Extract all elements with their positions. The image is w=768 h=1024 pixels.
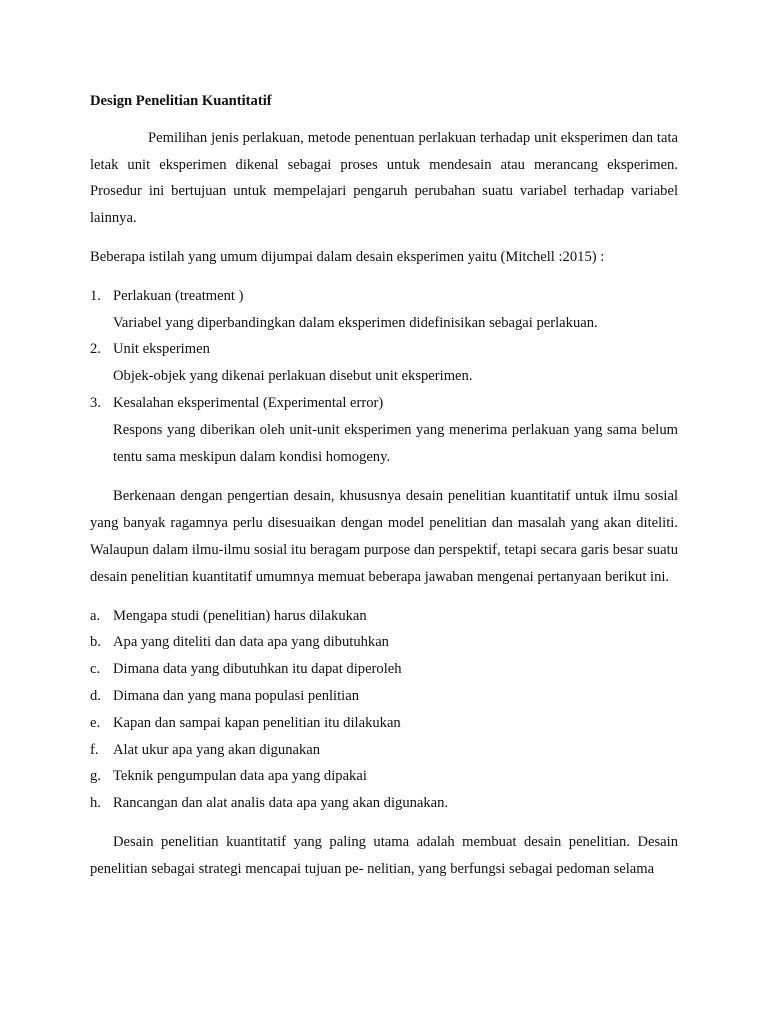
list-marker: c.	[90, 661, 101, 678]
list-text: Teknik pengumpulan data apa yang dipakai	[113, 768, 367, 785]
list-text: Dimana data yang dibutuhkan itu dapat diperoleh	[113, 661, 402, 678]
list-marker: g.	[90, 768, 101, 785]
list-text: Kapan dan sampai kapan penelitian itu dilakukan	[113, 714, 401, 731]
list-number: 3.	[90, 394, 101, 411]
paragraph-design: Berkenaan dengan pengertian desain, khususnya desain penelitian kuantitatif untuk ilmu sosial yang banyak ragamnya perlu disesuaikan dengan model penelitian dan masalah yang akan diteliti. Walaupun dalam ilmu-ilmu sosial itu beragam purpose dan perspektif, tetapi secara garis besar suatu desain penelitian kuantitatif umumnya memuat beberapa jawaban mengenai pertanyaan berikut ini.	[90, 488, 678, 585]
term-heading: Kesalahan eksperimental (Experimental error)	[113, 394, 384, 411]
list-item	[90, 656, 678, 683]
list-item	[90, 683, 678, 710]
list-marker: f.	[90, 741, 99, 758]
list-item	[90, 336, 678, 390]
list-item	[90, 283, 678, 337]
list-item	[90, 603, 678, 630]
term-heading: Perlakuan (treatment )	[113, 287, 244, 304]
term-description: Respons yang diberikan oleh unit-unit eksperimen yang menerima perlakuan yang sama belum tentu sama meskipun dalam kondisi homogeny.	[113, 421, 678, 465]
document-page	[90, 88, 678, 895]
term-heading: Unit eksperimen	[113, 341, 210, 358]
paragraph-intro: Pemilihan jenis perlakuan, metode penentuan perlakuan terhadap unit eksperimen dan tata letak unit eksperimen dikenal sebagai proses untuk mendesain atau merancang eksperimen. Prosedur ini bertujuan untuk mempelajari pengaruh perubahan suatu variabel terhadap variabel lainnya.	[90, 129, 678, 227]
list-marker: a.	[90, 607, 101, 624]
terms-list	[90, 283, 678, 471]
list-text: Alat ukur apa yang akan digunakan	[113, 741, 321, 758]
list-number: 1.	[90, 287, 101, 304]
list-text: Mengapa studi (penelitian) harus dilakukan	[113, 607, 367, 624]
list-marker: b.	[90, 634, 101, 651]
list-item	[90, 629, 678, 656]
list-item	[90, 763, 678, 790]
list-marker: h.	[90, 795, 101, 812]
term-description: Variabel yang diperbandingkan dalam eksperimen didefinisikan sebagai perlakuan.	[113, 314, 598, 331]
list-item	[90, 737, 678, 764]
list-text: Rancangan dan alat analis data apa yang akan digunakan.	[113, 795, 449, 812]
list-text: Dimana dan yang mana populasi penlitian	[113, 687, 359, 704]
paragraph-closing: Desain penelitian kuantitatif yang paling utama adalah membuat desain penelitian. Desain penelitian sebagai strategi mencapai tujuan pe- nelitian, yang berfungsi sebagai pedoman selama	[90, 833, 678, 877]
list-item	[90, 710, 678, 737]
paragraph-terms-intro: Beberapa istilah yang umum dijumpai dalam desain eksperimen yaitu (Mitchell :2015) :	[90, 248, 605, 265]
document-title: Design Penelitian Kuantitatif	[90, 93, 272, 109]
questions-list	[90, 603, 678, 817]
list-item	[90, 390, 678, 470]
list-item	[90, 790, 678, 817]
list-number: 2.	[90, 341, 101, 358]
list-marker: e.	[90, 714, 101, 731]
list-text: Apa yang diteliti dan data apa yang dibutuhkan	[113, 634, 389, 651]
list-marker: d.	[90, 687, 101, 704]
term-description: Objek-objek yang dikenai perlakuan disebut unit eksperimen.	[113, 368, 473, 385]
